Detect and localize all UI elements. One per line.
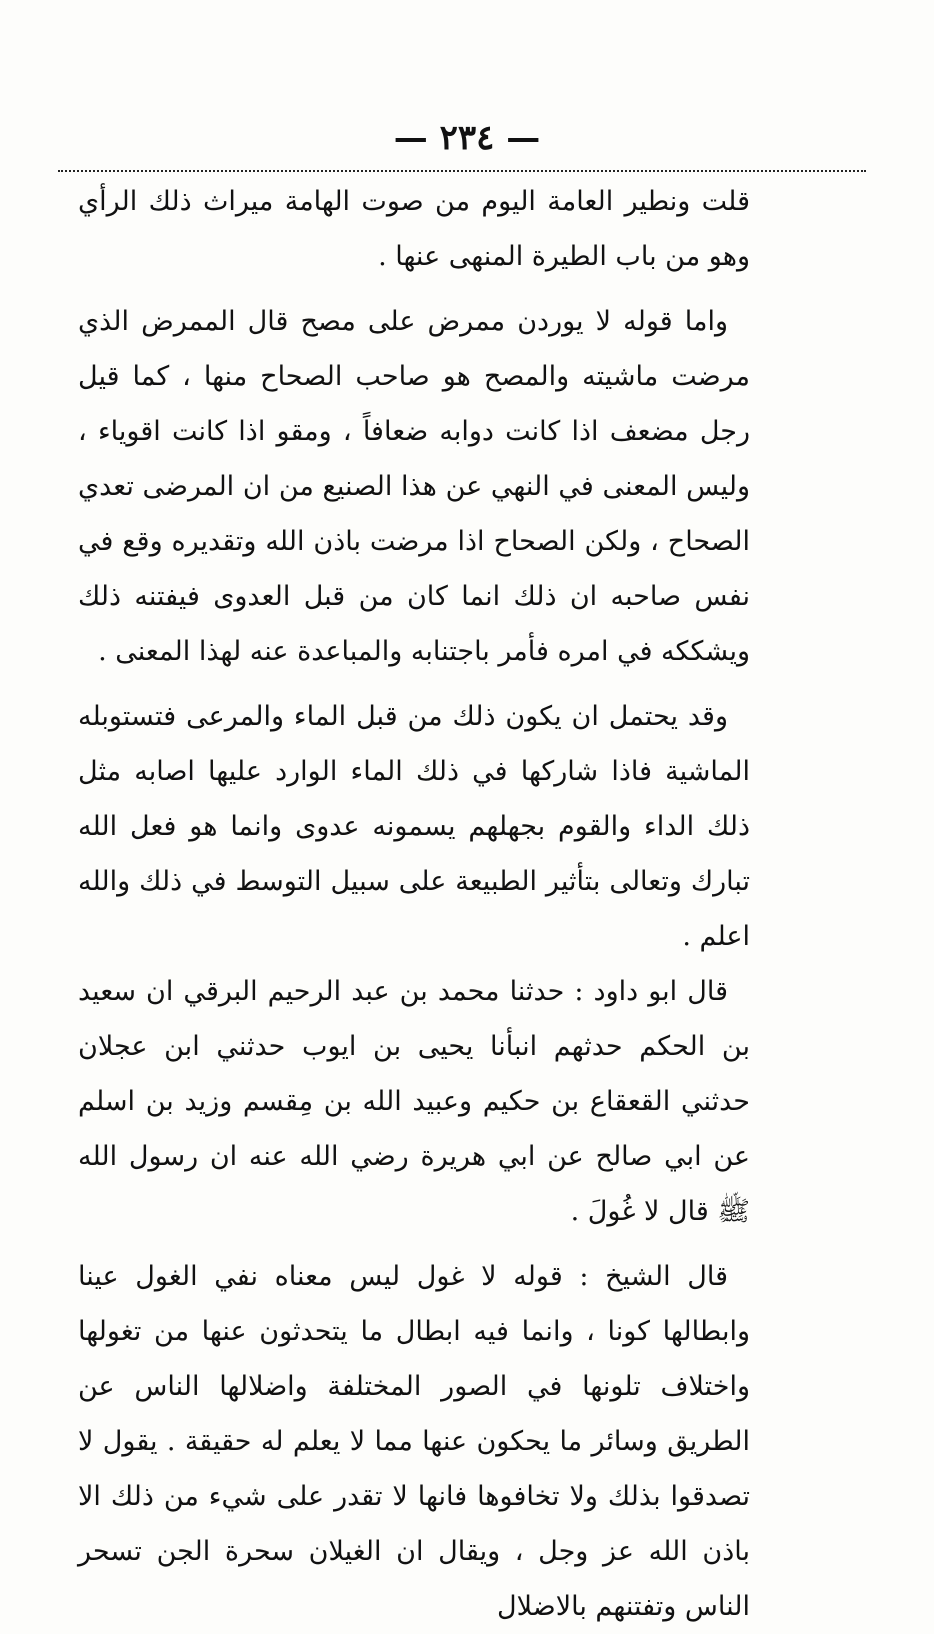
header-divider [58,170,866,172]
paragraph-2: واما قوله لا يوردن ممرض على مصح قال الممرض الذي مرضت ماشيته والمصح هو صاحب الصحاح منها ، كما قيل رجل مضعف اذا كانت دوابه ضعافاً ، ومقو اذا كانت اقوياء ، وليس المعنى في النهي عن هذا الصنيع من ان المرضى تعدي الصحاح ، ولكن الصحاح اذا مرضت باذن الله وتقديره وقع في نفس صاحبه ان ذلك انما كان من قبل العدوى فيفتنه ذلك ويشككه في امره فأمر باجتنابه والمباعدة عنه لهذا المعنى . [78,306,750,667]
paragraph-1: قلت ونطير العامة اليوم من صوت الهامة ميراث ذلك الرأي وهو من باب الطيرة المنهى عنها . [78,186,750,272]
page-number: — ٢٣٤ — [393,118,541,158]
paragraph-4: قال ابو داود : حدثنا محمد بن عبد الرحيم البرقي ان سعيد بن الحكم حدثهم انبأنا يحيى بن ايوب حدثني ابن عجلان حدثني القعقاع بن حكيم وعبيد الله بن مِقسم وزيد بن اسلم عن ابي صالح عن ابي هريرة رضي الله عنه ان رسول الله ﷺ قال لا غُولَ . [78,976,750,1227]
paragraph-5: قال الشيخ : قوله لا غول ليس معناه نفي الغول عينا وابطالها كونا ، وانما فيه ابطال ما يتحدثون عنها من تغولها واختلاف تلونها في الصور المختلفة واضلالها الناس عن الطريق وسائر ما يحكون عنها مما لا يعلم له حقيقة . يقول لا تصدقوا بذلك ولا تخافوها فانها لا تقدر على شيء من ذلك الا باذن الله عز وجل ، ويقال ان الغيلان سحرة الجن تسحر الناس وتفتنهم بالاضلال [78,1261,750,1622]
paragraph-3: وقد يحتمل ان يكون ذلك من قبل الماء والمرعى فتستوبله الماشية فاذا شاركها في ذلك الماء الوارد عليها اصابه مثل ذلك الداء والقوم بجهلهم يسمونه عدوى وانما هو فعل الله تبارك وتعالى بتأثير الطبيعة على سبيل التوسط في ذلك والله اعلم . [78,701,750,952]
body-text [78,174,750,1634]
